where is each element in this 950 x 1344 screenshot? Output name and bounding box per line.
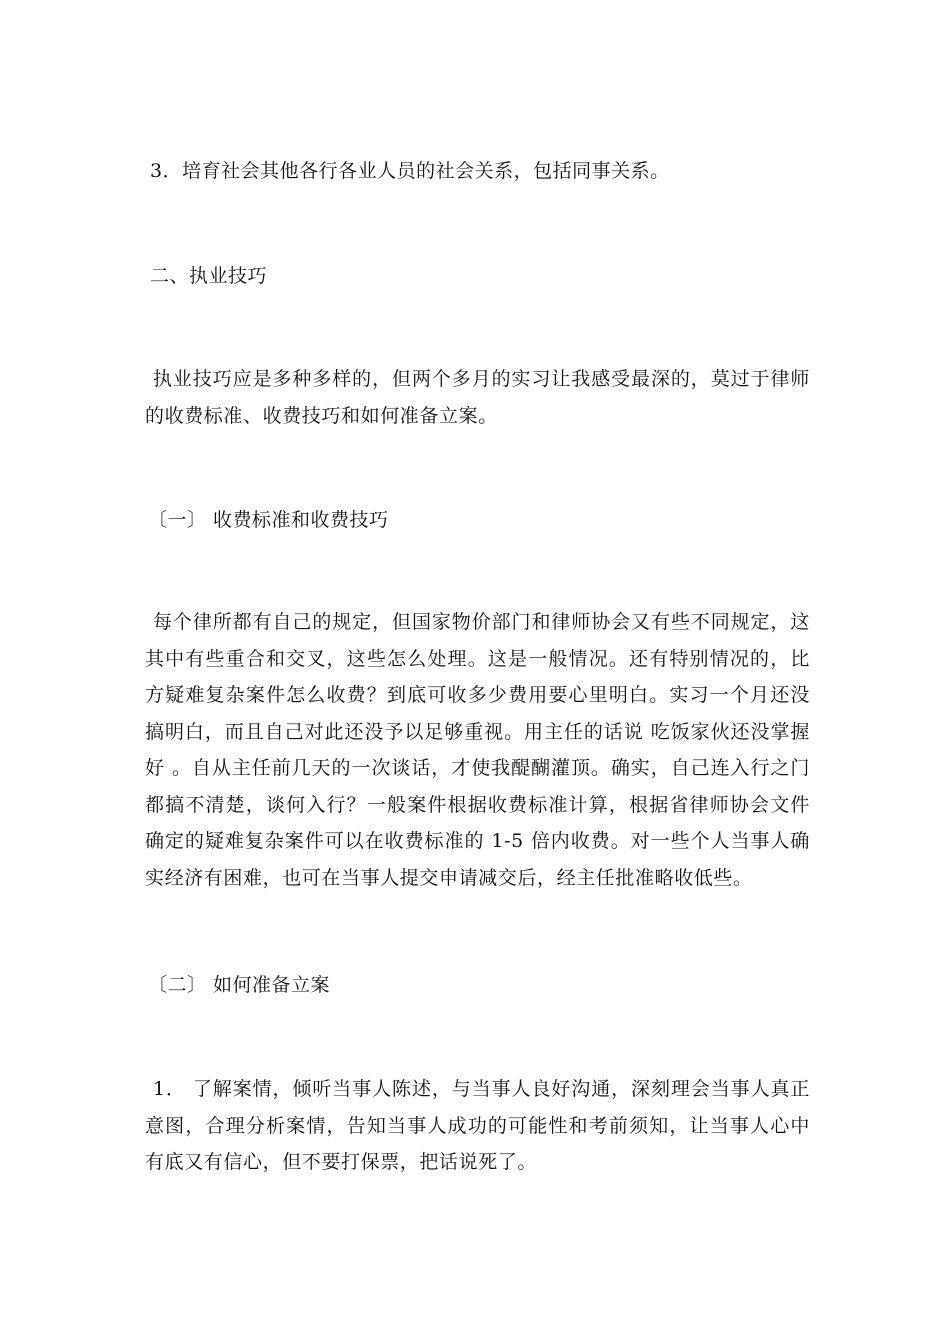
case-filing-item-1: 1． 了解案情，倾听当事人陈述，与当事人良好沟通，深刻理会当事人真正意图，合理分析案情，告知当事人成功的可能性和考前须知，让当事人心中有底又有信心，但不要打保票，把话说死了。: [145, 1078, 810, 1173]
subsection-heading-fee-standards: 〔一〕 收费标准和收费技巧: [148, 509, 389, 531]
list-item-3: 3．培育社会其他各行各业人员的社会关系，包括同事关系。: [150, 160, 670, 182]
intro-paragraph: 执业技巧应是多种多样的，但两个多月的实习让我感受最深的，莫过于律师的收费标准、收费技巧和如何准备立案。: [145, 368, 810, 427]
subsection-heading-case-filing: 〔二〕 如何准备立案: [148, 974, 331, 996]
fee-standards-paragraph: 每个律所都有自己的规定，但国家物价部门和律师协会又有些不同规定，这其中有些重合和交叉，这些怎么处理。这是一般情况。还有特别情况的，比方疑难复杂案件怎么收费？到底可收多少费用要心里明白。实习一个月还没搞明白，而且自己对此还没予以足够重视。用主任的话说 吃饭家伙还没掌握好 。自从主任前几天的一次谈话，才使我醍醐灌顶。确实，自己连入行之门都搞不清楚，谈何入行？一般案件根据收费标准计算，根据省律师协会文件确定的疑难复杂案件可以在收费标准的 1-5 倍内收费。对一些个人当事人确实经济有困难，也可在当事人提交申请减交后，经主任批准略收低些。: [145, 611, 810, 889]
section-heading-practice-skills: 二、执业技巧: [150, 265, 268, 287]
